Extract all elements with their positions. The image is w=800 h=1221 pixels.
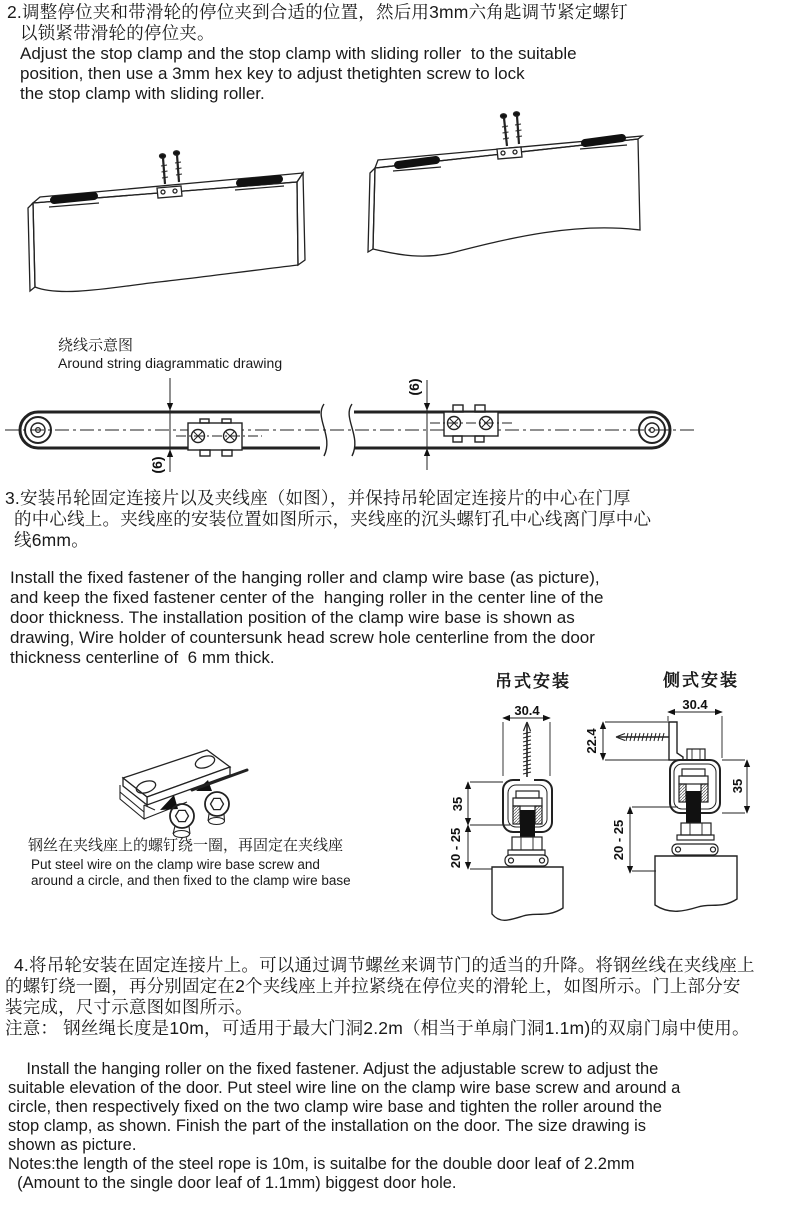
side-bracket — [669, 722, 683, 760]
side-install-title: 侧式安装 — [663, 671, 739, 690]
around-string-label-zh: 绕线示意图 — [58, 337, 134, 354]
step3-zh-line-1: 3.安装吊轮固定连接片以及夹线座（如图），并保持吊轮固定连接片的中心在门厚 — [5, 488, 631, 508]
step4-en-line-5: shown as picture. — [8, 1136, 137, 1154]
step2-en-line-3: the stop clamp with sliding roller. — [20, 84, 265, 103]
adjust-nut-washers — [672, 823, 718, 855]
door-section — [492, 867, 563, 920]
step2-text-block — [7, 2, 628, 104]
hanging-dim-height-label: 35 — [450, 796, 465, 812]
hanging-type-diagram — [468, 718, 563, 920]
side-dim-height-label: 35 — [730, 778, 745, 794]
clamp-base-caption-en-2: around a circle, and then fixed to the clamp wire base — [31, 872, 351, 888]
step3-en-line-1: Install the fixed fastener of the hanging roller and clamp wire base (as picture), — [10, 568, 600, 587]
step4-en-block — [8, 1060, 680, 1193]
side-type-diagram — [603, 712, 747, 911]
step2-en-line-2: position, then use a 3mm hex key to adjust thetighten screw to lock — [20, 64, 525, 83]
step4-en-line-2: suitable elevation of the door. Put steel wire line on the clamp wire base screw and around a — [8, 1079, 681, 1097]
step4-en-line-1: Install the hanging roller on the fixed fastener. Adjust the adjustable screw to adjust the — [8, 1060, 659, 1078]
step4-text-block — [5, 955, 755, 1039]
hanging-dim-range-label: 20 - 25 — [448, 827, 463, 869]
base-plate — [123, 750, 230, 805]
fixed-fastener — [157, 186, 182, 198]
stop-clamp-roller-right — [580, 138, 627, 149]
side-dim-range-label: 20 - 25 — [611, 819, 626, 861]
step4-en-line-4: stop clamp, as shown. Finish the part of the installation on the door. The size drawing is — [8, 1117, 647, 1135]
fixed-fastener — [497, 147, 522, 159]
clamp-base-caption-en-1: Put steel wire on the clamp wire base screw and — [31, 857, 320, 872]
hanging-dim-width-label: 30.4 — [514, 703, 540, 718]
clamp-wire-base-drawing — [95, 735, 375, 840]
around-string-label — [58, 337, 282, 372]
step4-zh-line-3: 装完成，尺寸示意图如图所示。 — [5, 997, 253, 1017]
dim-20-25 — [630, 807, 678, 873]
door-panels-drawing — [0, 110, 800, 310]
stop-clamp-left — [393, 160, 441, 171]
step3-en-line-3: door thickness. The installation position of the clamp wire base is shown as — [10, 608, 575, 627]
dim-22-4 — [603, 722, 670, 760]
clamp-base-caption-zh: 钢丝在夹线座上的螺钉绕一圈，再固定在夹线座 — [28, 837, 344, 854]
around-string-diagram — [0, 370, 800, 490]
dim-20-25 — [468, 825, 492, 869]
step3-en-line-4: drawing, Wire holder of countersunk head screw hole centerline from the door — [10, 628, 595, 647]
step3-en-block — [10, 568, 604, 668]
step2-zh-line-1: 2.调整停位夹和带滑轮的停位夹到合适的位置，然后用3mm六角匙调节紧定螺钉 — [7, 2, 628, 22]
step3-en-line-5: thickness centerline of 6 mm thick. — [10, 648, 275, 667]
hanging-install-title: 吊式安装 — [495, 672, 571, 691]
step3-text-block — [5, 488, 651, 551]
around-string-label-en: Around string diagrammatic drawing — [58, 355, 283, 371]
clamp-screw-back — [205, 792, 229, 825]
step4-zh-line-1: 4.将吊轮安装在固定连接片上。可以通过调节螺丝来调节门的适当的升降。将钢丝线在夹线座上 — [14, 955, 755, 975]
door-panel-right — [368, 112, 642, 256]
step3-zh-line-2: 的中心线上。夹线座的安装位置如图所示，夹线座的沉头螺钉孔中心线离门厚中心 — [14, 509, 652, 529]
step2-en-line-1: Adjust the stop clamp and the stop clamp with sliding roller to the suitable — [20, 44, 577, 63]
door-section — [655, 856, 737, 911]
step3-en-line-2: and keep the fixed fastener center of the hanging roller in the center line of the — [10, 588, 604, 607]
dim-label-6-right: (6) — [406, 378, 422, 396]
mounting-screws — [501, 112, 523, 146]
step4-en-line-3: circle, then respectively fixed on the two clamp wire base and tighten the roller around the — [8, 1098, 662, 1116]
adjust-nut-washers — [505, 837, 548, 866]
side-dim-screw-label: 22.4 — [584, 728, 599, 754]
installation-cross-sections — [430, 658, 800, 965]
step4-zh-line-2: 的螺钉绕一圈，再分别固定在2个夹线座上并拉紧绕在停位夹的滑轮上，如图所示。门上部分安 — [5, 976, 741, 996]
mounting-screws — [160, 151, 183, 184]
stop-clamp-roller-right — [235, 179, 284, 190]
wood-screw-horizontal — [616, 733, 669, 741]
door-panel-left — [28, 151, 305, 292]
step4-en-notes-1: Notes:the length of the steel rope is 10m, is suitalbe for the double door leaf of 2.2mm — [8, 1155, 635, 1173]
step2-zh-line-2: 以锁紧带滑轮的停位夹。 — [20, 23, 215, 43]
roller-housing — [670, 749, 720, 825]
dim-label-6-left: (6) — [149, 456, 165, 474]
clamp-wire-base-left — [176, 419, 262, 456]
wood-screw — [523, 722, 531, 780]
stop-clamp-left — [49, 196, 99, 207]
step3-zh-line-3: 线6mm。 — [14, 530, 89, 550]
clamp-base-caption — [28, 837, 351, 888]
step4-en-notes-2: (Amount to the single door leaf of 1.1mm) biggest door hole. — [8, 1174, 457, 1192]
step4-zh-note: 注意： 钢丝绳长度是10m，可适用于最大门洞2.2m（相当于单扇门洞1.1m)的双扇门扇中使用。 — [5, 1018, 750, 1038]
side-dim-width-label: 30.4 — [682, 697, 708, 712]
roller-housing — [503, 777, 552, 845]
